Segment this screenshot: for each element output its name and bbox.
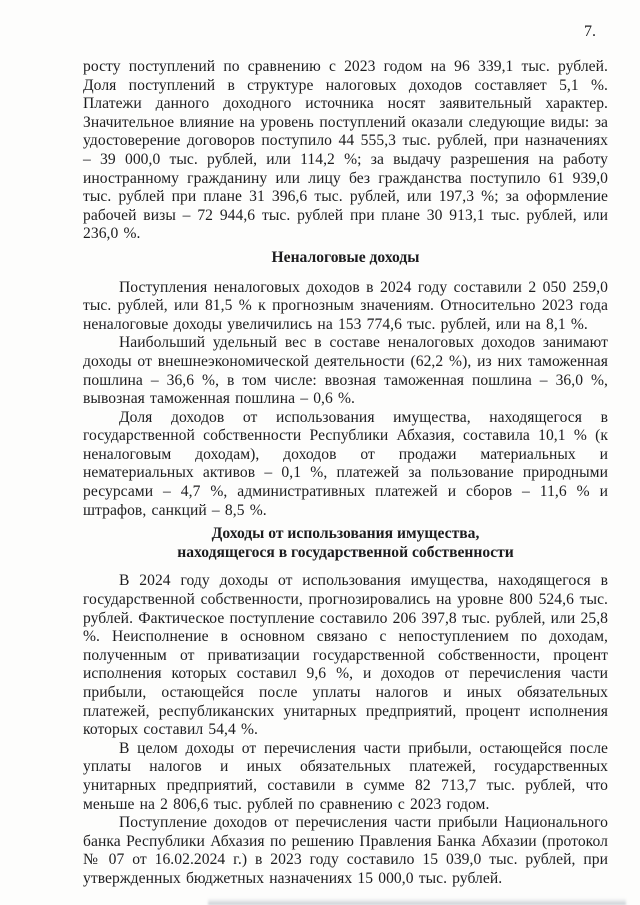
page-content <box>83 58 608 889</box>
paragraph-nontax-total-2024: Поступления неналоговых доходов в 2024 году составили 2 050 259,0 тыс. рублей, или 81,5 % к прогнозным значениям. Относительно 2023 года неналоговые доходы увеличились на 153 774,6 тыс. рублей, или на 8,1 %. <box>83 278 608 333</box>
heading-property-income-line-1: Доходы от использования имущества, <box>211 525 480 543</box>
paragraph-nontax-structure: Наибольший удельный вес в составе неналоговых доходов занимают доходы от внешнеэкономической деятельности (62,2 %), из них таможенная пошлина – 36,6 %, в том числе: ввозная таможенная пошлина – 36,0 %, вывозная таможенная пошлина – 0,6 %. <box>83 334 608 408</box>
page-number: 7. <box>584 23 596 40</box>
paragraph-tax-income-continuation: росту поступлений по сравнению с 2023 годом на 96 339,1 тыс. рублей. Доля поступлений в структуре налоговых доходов составляет 5,1 %. Платежи данного доходного источника носят заявительный характер. Значительное влияние на уровень поступлений оказали следующие виды: за удостоверение договоров поступило 44 555,3 тыс. рублей, при назначениях – 39 000,0 тыс. рублей, или 114,2 %; за выдачу разрешения на работу иностранному гражданину или лицу без гражданства поступило 61 939,0 тыс. рублей при плане 31 396,6 тыс. рублей, или 197,3 %; за оформление рабочей визы – 72 944,6 тыс. рублей при плане 30 913,1 тыс. рублей, или 236,0 %. <box>83 58 608 243</box>
heading-property-income-line-2: находящегося в государственной собственности <box>177 543 514 561</box>
heading-nontax-income: Неналоговые доходы <box>271 248 420 266</box>
paragraph-property-income-forecast: В 2024 году доходы от использования имущества, находящегося в государственной собственности, прогнозировались на уровне 800 524,6 тыс. рублей. Фактическое поступление составило 206 397,8 тыс. рублей, или 25,8 %. Неисполнение в основном связано с непоступлением по доходам, полученным от приватизации государственной собственности, процент исполнения которых составил 9,6 %, и доходов от перечисления части прибыли, остающейся после уплаты налогов и иных обязательных платежей, республиканских унитарных предприятий, процент исполнения которых составил 54,4 %. <box>83 572 608 739</box>
scan-artifact-next-page-edge <box>208 898 626 905</box>
paragraph-profit-transfer-total: В целом доходы от перечисления части прибыли, остающейся после уплаты налогов и иных обязательных платежей, государственных унитарных предприятий, составили в сумме 82 713,7 тыс. рублей, что меньше на 2 806,6 тыс. рублей по сравнению с 2023 годом. <box>83 739 608 813</box>
paragraph-property-income-share: Доля доходов от использования имущества, находящегося в государственной собственности Республики Абхазия, составила 10,1 % (к неналоговым доходам), доходов от продажи материальных и нематериальных активов – 0,1 %, платежей за пользование природными ресурсами – 4,7 %, административных платежей и сборов – 11,6 % и штрафов, санкций – 8,5 %. <box>83 408 608 519</box>
paragraph-national-bank-profit: Поступление доходов от перечисления части прибыли Национального банка Республики Абхазия по решению Правления Банка Абхазии (протокол № 07 от 16.02.2024 г.) в 2023 году составило 15 039,0 тыс. рублей, при утвержденных бюджетных назначениях 15 000,0 тыс. рублей. <box>83 814 608 887</box>
heading-property-income <box>83 525 608 562</box>
